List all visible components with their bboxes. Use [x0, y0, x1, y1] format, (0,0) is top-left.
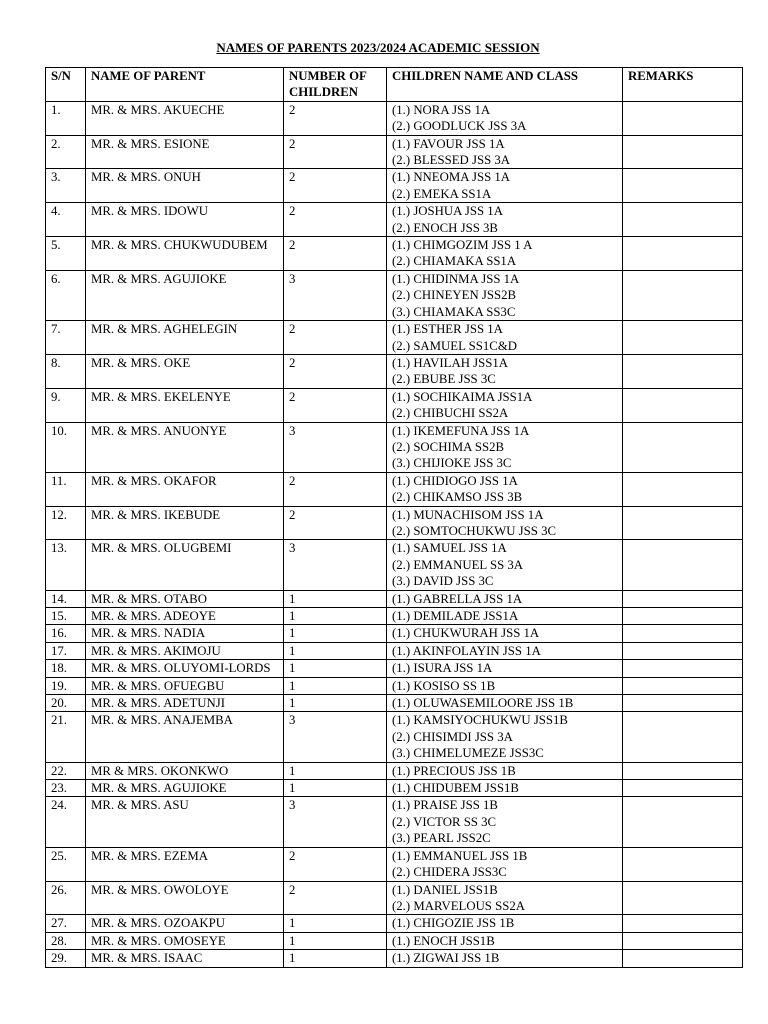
remarks-cell: [623, 677, 743, 694]
remarks-cell: [623, 950, 743, 967]
remarks-cell: [623, 881, 743, 915]
table-row: [46, 881, 743, 915]
serial-number-cell: 3.: [46, 169, 86, 203]
number-of-children-cell: 3: [284, 422, 387, 472]
parent-name-cell: MR. & MRS. ISAAC: [86, 950, 284, 967]
table-row: [46, 203, 743, 237]
parent-name-cell: MR. & MRS. OFUEGBU: [86, 677, 284, 694]
parent-name-cell: MR. & MRS. EZEMA: [86, 847, 284, 881]
child-entry: (2.) EBUBE JSS 3C: [392, 372, 496, 387]
child-entry: (1.) HAVILAH JSS1A: [392, 355, 509, 370]
child-entry: (2.) GOODLUCK JSS 3A: [392, 119, 527, 134]
children-cell: [387, 354, 623, 388]
number-of-children-cell: 2: [284, 135, 387, 169]
parent-name-cell: MR. & MRS. OKAFOR: [86, 472, 284, 506]
remarks-cell: [623, 270, 743, 320]
number-of-children-cell: 2: [284, 237, 387, 271]
child-entry: (1.) ESTHER JSS 1A: [392, 322, 503, 337]
child-entry: (2.) CHINEYEN JSS2B: [392, 288, 517, 303]
header-remarks: REMARKS: [623, 68, 743, 102]
child-entry: (1.) CHUKWURAH JSS 1A: [392, 626, 540, 641]
child-entry: (1.) DEMILADE JSS1A: [392, 609, 519, 623]
number-of-children-cell: 1: [284, 660, 387, 677]
child-entry: (3.) PEARL JSS2C: [392, 831, 491, 846]
number-of-children-cell: 1: [284, 695, 387, 712]
parent-name-cell: MR. & MRS. OWOLOYE: [86, 881, 284, 915]
children-cell: [387, 677, 623, 694]
child-entry: (1.) GABRELLA JSS 1A: [392, 591, 523, 606]
serial-number-cell: 6.: [46, 270, 86, 320]
serial-number-cell: 22.: [46, 762, 86, 779]
parent-name-cell: MR. & MRS. OKE: [86, 354, 284, 388]
remarks-cell: [623, 388, 743, 422]
number-of-children-cell: 2: [284, 388, 387, 422]
serial-number-cell: 2.: [46, 135, 86, 169]
remarks-cell: [623, 780, 743, 797]
parent-name-cell: MR. & MRS. NADIA: [86, 625, 284, 642]
child-entry: (1.) OLUWASEMILOORE JSS 1B: [392, 696, 574, 711]
children-cell: [387, 915, 623, 932]
number-of-children-cell: 1: [284, 915, 387, 932]
number-of-children-cell: 1: [284, 950, 387, 967]
number-of-children-cell: 3: [284, 712, 387, 762]
table-row: [46, 388, 743, 422]
serial-number-cell: 24.: [46, 797, 86, 847]
table-row: [46, 169, 743, 203]
parent-name-cell: MR. & MRS. AKUECHE: [86, 101, 284, 135]
child-entry: (2.) MARVELOUS SS2A: [392, 898, 525, 913]
table-row: [46, 695, 743, 712]
child-entry: (1.) NNEOMA JSS 1A: [392, 170, 511, 185]
table-row: [46, 321, 743, 355]
remarks-cell: [623, 712, 743, 762]
number-of-children-cell: 1: [284, 608, 387, 625]
child-entry: (1.) ZIGWAI JSS 1B: [392, 951, 500, 966]
children-cell: [387, 642, 623, 659]
parents-table: [45, 67, 743, 968]
number-of-children-cell: 1: [284, 642, 387, 659]
table-row: [46, 950, 743, 967]
serial-number-cell: 11.: [46, 472, 86, 506]
table-row: [46, 932, 743, 949]
serial-number-cell: 5.: [46, 237, 86, 271]
table-row: [46, 590, 743, 607]
remarks-cell: [623, 762, 743, 779]
children-cell: [387, 506, 623, 540]
children-cell: [387, 540, 623, 590]
children-cell: [387, 321, 623, 355]
child-entry: (2.) BLESSED JSS 3A: [392, 153, 511, 168]
remarks-cell: [623, 625, 743, 642]
child-entry: (2.) EMEKA SS1A: [392, 186, 492, 201]
table-row: [46, 712, 743, 762]
child-entry: (1.) CHIMGOZIM JSS 1 A: [392, 238, 533, 253]
children-cell: [387, 712, 623, 762]
child-entry: (2.) VICTOR SS 3C: [392, 814, 497, 829]
parent-name-cell: MR. & MRS. AKIMOJU: [86, 642, 284, 659]
table-row: [46, 472, 743, 506]
number-of-children-cell: 3: [284, 797, 387, 847]
table-row: [46, 915, 743, 932]
parent-name-cell: MR. & MRS. CHUKWUDUBEM: [86, 237, 284, 271]
remarks-cell: [623, 354, 743, 388]
header-parent-name: NAME OF PARENT: [86, 68, 284, 102]
parent-name-cell: MR. & MRS. AGUJIOKE: [86, 780, 284, 797]
number-of-children-cell: 2: [284, 321, 387, 355]
table-row: [46, 101, 743, 135]
table-row: [46, 762, 743, 779]
parent-name-cell: MR. & MRS. ADETUNJI: [86, 695, 284, 712]
remarks-cell: [623, 101, 743, 135]
child-entry: (2.) CHIKAMSO JSS 3B: [392, 490, 523, 505]
table-row: [46, 135, 743, 169]
child-entry: (1.) ENOCH JSS1B: [392, 933, 495, 948]
table-body: [46, 101, 743, 967]
remarks-cell: [623, 608, 743, 625]
table-row: [46, 608, 743, 625]
children-cell: [387, 203, 623, 237]
serial-number-cell: 27.: [46, 915, 86, 932]
children-cell: [387, 660, 623, 677]
parent-name-cell: MR. & MRS. ANAJEMBA: [86, 712, 284, 762]
number-of-children-cell: 2: [284, 881, 387, 915]
serial-number-cell: 16.: [46, 625, 86, 642]
table-row: [46, 677, 743, 694]
number-of-children-cell: 2: [284, 203, 387, 237]
child-entry: (2.) SOCHIMA SS2B: [392, 439, 504, 454]
table-row: [46, 354, 743, 388]
remarks-cell: [623, 135, 743, 169]
children-cell: [387, 237, 623, 271]
child-entry: (2.) EMMANUEL SS 3A: [392, 557, 524, 572]
children-cell: [387, 472, 623, 506]
child-entry: (1.) CHIDUBEM JSS1B: [392, 781, 519, 796]
remarks-cell: [623, 472, 743, 506]
child-entry: (1.) PRAISE JSS 1B: [392, 798, 498, 813]
child-entry: (2.) CHISIMDI JSS 3A: [392, 729, 513, 744]
parent-name-cell: MR. & MRS. ANUONYE: [86, 422, 284, 472]
parent-name-cell: MR. & MRS. ADEOYE: [86, 608, 284, 625]
parent-name-cell: MR. & MRS. OLUYOMI-LORDS: [86, 660, 284, 677]
serial-number-cell: 12.: [46, 506, 86, 540]
parent-name-cell: MR. & MRS. OMOSEYE: [86, 932, 284, 949]
parent-name-cell: MR. & MRS. OLUGBEMI: [86, 540, 284, 590]
remarks-cell: [623, 847, 743, 881]
child-entry: (1.) SAMUEL JSS 1A: [392, 541, 507, 556]
children-cell: [387, 270, 623, 320]
parent-name-cell: MR. & MRS. ESIONE: [86, 135, 284, 169]
number-of-children-cell: 3: [284, 270, 387, 320]
serial-number-cell: 23.: [46, 780, 86, 797]
children-cell: [387, 881, 623, 915]
child-entry: (1.) KOSISO SS 1B: [392, 678, 496, 693]
serial-number-cell: 17.: [46, 642, 86, 659]
remarks-cell: [623, 642, 743, 659]
number-of-children-cell: 2: [284, 847, 387, 881]
child-entry: (1.) SOCHIKAIMA JSS1A: [392, 389, 533, 404]
header-children-name-class: CHILDREN NAME AND CLASS: [387, 68, 623, 102]
number-of-children-cell: 2: [284, 506, 387, 540]
children-cell: [387, 422, 623, 472]
parent-name-cell: MR. & MRS. AGUJIOKE: [86, 270, 284, 320]
number-of-children-cell: 1: [284, 677, 387, 694]
parent-name-cell: MR. & MRS. IDOWU: [86, 203, 284, 237]
child-entry: (1.) MUNACHISOM JSS 1A: [392, 507, 544, 522]
remarks-cell: [623, 540, 743, 590]
children-cell: [387, 762, 623, 779]
table-row: [46, 506, 743, 540]
child-entry: (1.) FAVOUR JSS 1A: [392, 136, 505, 151]
children-cell: [387, 590, 623, 607]
number-of-children-cell: 1: [284, 780, 387, 797]
remarks-cell: [623, 237, 743, 271]
child-entry: (1.) CHIDINMA JSS 1A: [392, 271, 520, 286]
children-cell: [387, 797, 623, 847]
child-entry: (2.) CHIBUCHI SS2A: [392, 406, 509, 421]
serial-number-cell: 21.: [46, 712, 86, 762]
serial-number-cell: 29.: [46, 950, 86, 967]
child-entry: (3.) DAVID JSS 3C: [392, 574, 494, 589]
serial-number-cell: 14.: [46, 590, 86, 607]
child-entry: (1.) PRECIOUS JSS 1B: [392, 763, 516, 778]
table-row: [46, 540, 743, 590]
children-cell: [387, 932, 623, 949]
number-of-children-cell: 2: [284, 169, 387, 203]
child-entry: (1.) IKEMEFUNA JSS 1A: [392, 423, 530, 438]
header-number-of-children: NUMBER OF CHILDREN: [284, 68, 387, 102]
table-row: [46, 422, 743, 472]
remarks-cell: [623, 321, 743, 355]
number-of-children-cell: 2: [284, 354, 387, 388]
child-entry: (1.) CHIDIOGO JSS 1A: [392, 473, 518, 488]
serial-number-cell: 28.: [46, 932, 86, 949]
children-cell: [387, 135, 623, 169]
children-cell: [387, 950, 623, 967]
remarks-cell: [623, 422, 743, 472]
child-entry: (1.) NORA JSS 1A: [392, 102, 491, 117]
number-of-children-cell: 3: [284, 540, 387, 590]
parent-name-cell: MR. & MRS. EKELENYE: [86, 388, 284, 422]
children-cell: [387, 608, 623, 625]
table-row: [46, 270, 743, 320]
serial-number-cell: 9.: [46, 388, 86, 422]
number-of-children-cell: 1: [284, 932, 387, 949]
remarks-cell: [623, 915, 743, 932]
children-cell: [387, 625, 623, 642]
number-of-children-cell: 1: [284, 762, 387, 779]
child-entry: (2.) CHIAMAKA SS1A: [392, 254, 517, 269]
serial-number-cell: 26.: [46, 881, 86, 915]
parent-name-cell: MR. & MRS. IKEBUDE: [86, 506, 284, 540]
remarks-cell: [623, 797, 743, 847]
child-entry: (1.) JOSHUA JSS 1A: [392, 204, 503, 219]
child-entry: (1.) CHIGOZIE JSS 1B: [392, 916, 515, 931]
serial-number-cell: 10.: [46, 422, 86, 472]
parent-name-cell: MR. & MRS. AGHELEGIN: [86, 321, 284, 355]
child-entry: (2.) SAMUEL SS1C&D: [392, 338, 518, 353]
child-entry: (3.) CHIMELUMEZE JSS3C: [392, 746, 544, 761]
child-entry: (2.) CHIDERA JSS3C: [392, 865, 507, 880]
child-entry: (1.) EMMANUEL JSS 1B: [392, 848, 528, 863]
number-of-children-cell: 2: [284, 101, 387, 135]
remarks-cell: [623, 506, 743, 540]
table-row: [46, 780, 743, 797]
parent-name-cell: MR. & MRS. ASU: [86, 797, 284, 847]
header-row: [46, 68, 743, 102]
serial-number-cell: 20.: [46, 695, 86, 712]
children-cell: [387, 388, 623, 422]
serial-number-cell: 13.: [46, 540, 86, 590]
number-of-children-cell: 2: [284, 472, 387, 506]
remarks-cell: [623, 932, 743, 949]
remarks-cell: [623, 169, 743, 203]
serial-number-cell: 1.: [46, 101, 86, 135]
serial-number-cell: 19.: [46, 677, 86, 694]
serial-number-cell: 4.: [46, 203, 86, 237]
document-title: NAMES OF PARENTS 2023/2024 ACADEMIC SESSION: [216, 40, 540, 55]
serial-number-cell: 25.: [46, 847, 86, 881]
table-row: [46, 237, 743, 271]
remarks-cell: [623, 660, 743, 677]
parent-name-cell: MR. & MRS. OZOAKPU: [86, 915, 284, 932]
number-of-children-cell: 1: [284, 625, 387, 642]
table-row: [46, 642, 743, 659]
children-cell: [387, 780, 623, 797]
child-entry: (2.) ENOCH JSS 3B: [392, 220, 498, 235]
table-row: [46, 660, 743, 677]
parent-name-cell: MR & MRS. OKONKWO: [86, 762, 284, 779]
parent-name-cell: MR. & MRS. OTABO: [86, 590, 284, 607]
remarks-cell: [623, 590, 743, 607]
child-entry: (1.) ISURA JSS 1A: [392, 661, 493, 676]
serial-number-cell: 8.: [46, 354, 86, 388]
children-cell: [387, 695, 623, 712]
child-entry: (3.) CHIAMAKA SS3C: [392, 304, 516, 319]
child-entry: (1.) AKINFOLAYIN JSS 1A: [392, 643, 541, 658]
table-row: [46, 797, 743, 847]
remarks-cell: [623, 203, 743, 237]
child-entry: (2.) SOMTOCHUKWU JSS 3C: [392, 523, 557, 538]
children-cell: [387, 101, 623, 135]
table-row: [46, 847, 743, 881]
serial-number-cell: 18.: [46, 660, 86, 677]
children-cell: [387, 169, 623, 203]
table-row: [46, 625, 743, 642]
serial-number-cell: 7.: [46, 321, 86, 355]
child-entry: (1.) DANIEL JSS1B: [392, 882, 498, 897]
child-entry: (3.) CHIJIOKE JSS 3C: [392, 456, 512, 471]
parent-name-cell: MR. & MRS. ONUH: [86, 169, 284, 203]
number-of-children-cell: 1: [284, 590, 387, 607]
children-cell: [387, 847, 623, 881]
serial-number-cell: 15.: [46, 608, 86, 625]
child-entry: (1.) KAMSIYOCHUKWU JSS1B: [392, 713, 568, 728]
header-sn: S/N: [46, 68, 86, 102]
remarks-cell: [623, 695, 743, 712]
